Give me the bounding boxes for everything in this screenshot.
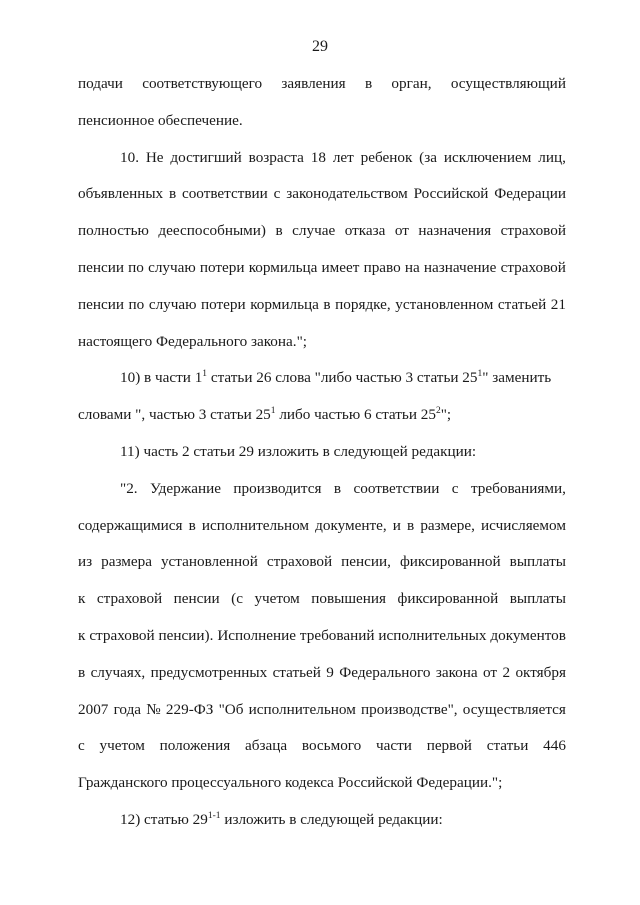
word: случаю xyxy=(148,295,197,313)
word: страховой xyxy=(89,626,155,644)
word: учетом xyxy=(99,737,145,755)
text-line xyxy=(78,66,566,103)
word: пенсии xyxy=(173,590,220,608)
word: в xyxy=(78,663,86,681)
word: назначение xyxy=(423,258,497,276)
text-line xyxy=(78,176,566,213)
word: к xyxy=(78,590,86,608)
word: содержащимися xyxy=(78,516,183,534)
superscript: 1-1 xyxy=(207,810,221,821)
word: объявленных xyxy=(78,185,164,203)
word: на xyxy=(404,258,420,276)
word: соответствующего xyxy=(142,75,263,92)
word: исчисляемом xyxy=(481,516,566,534)
word: с xyxy=(78,737,85,755)
word: фиксированной xyxy=(397,590,499,608)
word: пенсии, xyxy=(341,553,391,571)
word: в xyxy=(407,516,415,534)
word: отказа xyxy=(344,222,386,240)
word: страховой xyxy=(266,553,333,571)
word: 10. xyxy=(120,148,139,166)
word: кормильца xyxy=(248,258,318,276)
word: 229-ФЗ xyxy=(165,700,214,718)
word: Российской xyxy=(413,185,489,203)
word: Федерального xyxy=(339,663,431,681)
word: в xyxy=(188,516,196,534)
word: абзаца xyxy=(245,737,288,755)
word: ребенок xyxy=(360,148,413,166)
word: исключением xyxy=(443,148,532,166)
word: положения xyxy=(159,737,231,755)
word: 9 xyxy=(326,663,334,681)
word: Удержание xyxy=(150,479,221,497)
word: орган, xyxy=(391,75,432,92)
word: из xyxy=(78,553,93,571)
document-body xyxy=(78,66,566,839)
word: (с xyxy=(231,590,243,608)
word: по xyxy=(128,258,144,276)
word: части xyxy=(376,737,412,755)
text-line: 12) статью 29$^{1-1}$ изложить в следующей редакции: xyxy=(120,810,443,828)
word: первой xyxy=(426,737,472,755)
word: с xyxy=(273,185,281,203)
word: назначения xyxy=(418,222,492,240)
page-number: 29 xyxy=(312,38,328,55)
text-line xyxy=(78,508,566,545)
word: соответствии xyxy=(181,185,268,203)
word: 2 xyxy=(502,663,511,681)
word: производится xyxy=(233,479,322,497)
word: "Об xyxy=(218,700,244,718)
word: предусмотренных xyxy=(150,663,268,681)
word: документов xyxy=(490,626,566,644)
superscript: 2 xyxy=(435,406,441,417)
word: 446 xyxy=(543,737,566,755)
text-line xyxy=(78,618,566,655)
word: лет xyxy=(332,148,354,166)
word: установленном xyxy=(395,295,494,313)
word: производстве", xyxy=(361,700,458,718)
word: закона xyxy=(435,663,478,681)
text-line xyxy=(78,287,566,324)
word: требований xyxy=(299,626,375,644)
text-fragment: 10) в части $1^1$ статьи 26 слова "либо частью 3 статьи $25^1$" заменить xyxy=(120,369,552,387)
word: кормильца xyxy=(250,295,319,313)
word: полностью xyxy=(78,222,149,240)
word: установленной xyxy=(160,553,258,571)
word: возраста xyxy=(248,148,304,166)
text-line xyxy=(78,213,566,250)
word: № xyxy=(146,700,161,718)
text-line xyxy=(78,728,566,765)
word: потери xyxy=(201,295,246,313)
word: в xyxy=(275,222,283,240)
word: статьей xyxy=(497,295,547,313)
text-line xyxy=(78,692,566,729)
word: от xyxy=(483,663,498,681)
word: Не xyxy=(145,148,164,166)
word: в xyxy=(333,479,342,497)
word: фиксированной xyxy=(399,553,501,571)
word: 21 xyxy=(550,295,566,313)
word: страховой xyxy=(96,590,163,608)
word: в xyxy=(364,75,373,92)
word: осуществляющий xyxy=(450,75,566,92)
word: порядке, xyxy=(335,295,391,313)
word: имеет xyxy=(321,258,360,276)
word: осуществляется xyxy=(462,700,566,718)
word: и xyxy=(392,516,401,534)
word: исполнительном xyxy=(248,700,356,718)
text-line: настоящего Федерального закона."; xyxy=(78,332,307,350)
text-line xyxy=(78,471,566,508)
text-line: словами ", частью 3 статьи $25^1$ либо частью 6 статьи $25^2$"; xyxy=(78,406,452,424)
word: выплаты xyxy=(509,590,566,608)
word: восьмого xyxy=(301,737,362,755)
word: требованиями, xyxy=(470,479,566,497)
word: статьи xyxy=(486,737,529,755)
word: учетом xyxy=(254,590,300,608)
text-line xyxy=(78,544,566,581)
superscript: 1 xyxy=(270,406,276,417)
text-line: Гражданского процессуального кодекса Российской Федерации."; xyxy=(78,774,503,792)
word: случаю xyxy=(148,258,196,276)
word: потери xyxy=(199,258,245,276)
word: в xyxy=(168,185,177,203)
word: октября xyxy=(515,663,566,681)
word: пенсии xyxy=(78,295,124,313)
word: право xyxy=(363,258,401,276)
word: от xyxy=(394,222,409,240)
word: повышения xyxy=(311,590,387,608)
word: страховой xyxy=(500,222,566,240)
text-line: 11) часть 2 статьи 29 изложить в следующей редакции: xyxy=(120,442,477,460)
text-line xyxy=(78,360,566,397)
word: достигший xyxy=(170,148,242,166)
text-line xyxy=(78,581,566,618)
word: пенсии). xyxy=(158,626,214,644)
word: страховой xyxy=(500,258,566,276)
text-line: пенсионное обеспечение. xyxy=(78,111,243,129)
word: (за xyxy=(419,148,437,166)
text-line xyxy=(78,140,566,177)
word: 2007 xyxy=(78,700,109,718)
word: года xyxy=(113,700,142,718)
word: размере, xyxy=(420,516,475,534)
text-line xyxy=(78,250,566,287)
word: соответствии xyxy=(353,479,440,497)
word: случае xyxy=(292,222,336,240)
word: дееспособными) xyxy=(158,222,266,240)
word: законодательством xyxy=(286,185,408,203)
word: размера xyxy=(101,553,152,571)
text-line xyxy=(78,655,566,692)
word: к xyxy=(78,626,86,644)
word: "2. xyxy=(120,479,138,497)
word: Федерации xyxy=(494,185,566,203)
superscript: 1 xyxy=(202,369,208,380)
word: по xyxy=(128,295,145,313)
word: исполнительных xyxy=(378,626,487,644)
word: статьей xyxy=(272,663,321,681)
word: Исполнение xyxy=(217,626,296,644)
word: подачи xyxy=(78,75,123,92)
superscript: 1 xyxy=(477,369,483,380)
word: заявления xyxy=(281,75,346,92)
word: случаях, xyxy=(90,663,146,681)
word: пенсии xyxy=(78,258,124,276)
word: выплаты xyxy=(509,553,566,571)
word: 18 xyxy=(310,148,326,166)
word: с xyxy=(451,479,459,497)
word: исполнительном xyxy=(201,516,310,534)
word: лиц, xyxy=(538,148,566,166)
word: в xyxy=(323,295,331,313)
word: документе, xyxy=(315,516,387,534)
